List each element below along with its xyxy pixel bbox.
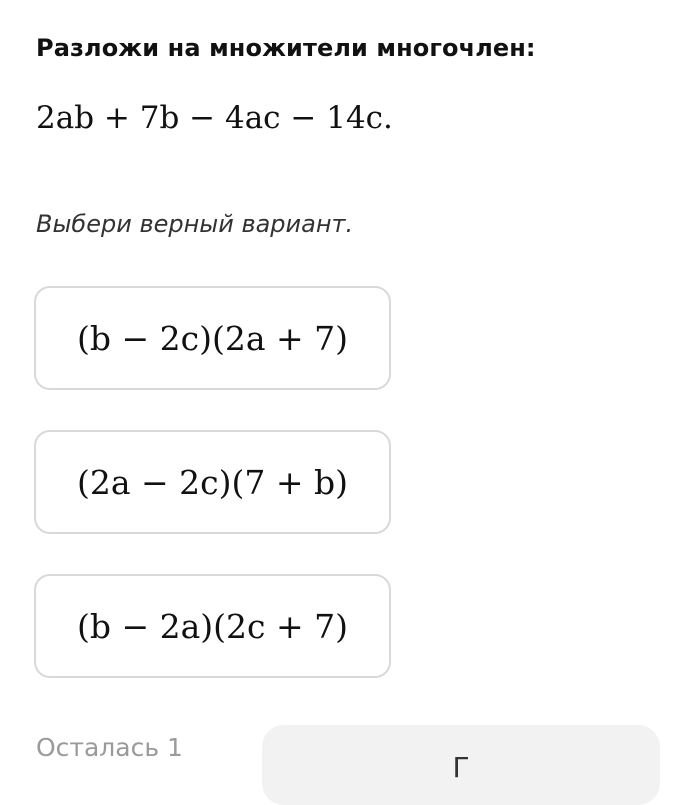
answer-option-2[interactable] (34, 430, 391, 534)
task-title: Разложи на множители многочлен: (36, 34, 536, 62)
answer-option-1[interactable] (34, 286, 391, 390)
submit-button-label: Г (452, 751, 470, 784)
answer-option-label: (b − 2c)(2a + 7) (76, 318, 349, 358)
answer-option-label: (b − 2a)(2c + 7) (76, 606, 349, 646)
submit-button[interactable] (262, 725, 660, 805)
instruction-text: Выбери верный вариант. (36, 210, 354, 238)
answer-option-3[interactable] (34, 574, 391, 678)
polynomial-expression: 2ab + 7b − 4ac − 14c. (36, 100, 393, 136)
attempts-remaining: Осталась 1 (36, 733, 183, 762)
answer-option-label: (2a − 2c)(7 + b) (76, 462, 349, 502)
